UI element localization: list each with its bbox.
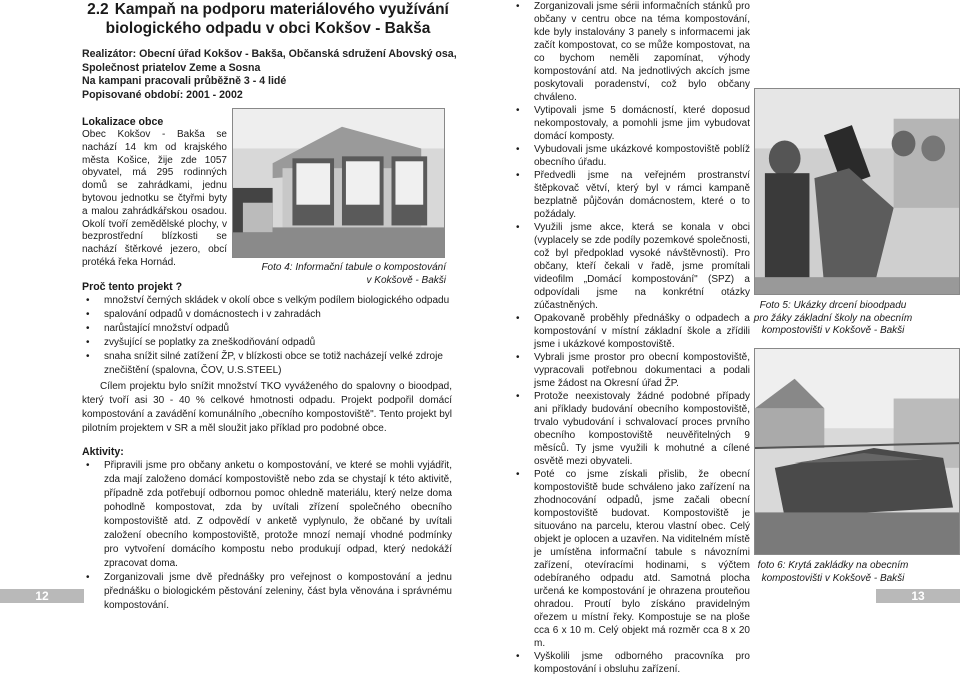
caption-line: pro žáky základní školy na obecním: [753, 312, 913, 324]
list-item: • snaha snížit silné zatížení ŽP, v blízkosti obce se totiž nacházejí velké zdroje znečištění (spalovna, ČOV, U.S.STEEL): [82, 350, 452, 378]
list-item: • Využili jsme akce, která se konala v obci (vyplacely se zde podíly pozemkové společnosti, což byl předpoklad vysoké návštěvnosti). Pro občany, kteří čekali v řadě, jsme promítali videofilm „Domácí kompostování" (SPZ) a odpovídali jsme na konkrétní otázky zúčastněných.: [512, 221, 750, 312]
activities-list: [82, 459, 452, 613]
meta-line: Popisované období: 2001 - 2002: [82, 88, 243, 101]
photo-covered-compost: [754, 348, 960, 555]
page-number-left: 12: [0, 589, 84, 603]
photo6-caption: [752, 560, 914, 585]
caption-line: kompostovišti v Kokšově - Bakši: [761, 325, 905, 336]
list-item: • Předvedli jsme na veřejném prostranství štěpkovač větví, který byl v rámci kampaně bezplatně půjčován domácnostem, které o to požádaly.: [512, 169, 750, 221]
location-heading: Lokalizace obce: [82, 116, 164, 128]
page-number-right: 13: [876, 589, 960, 603]
list-item: • Vybrali jsme prostor pro obecní kompostoviště, vypracovali potřebnou dokumentaci a podali jsme žádost na Okresní úřad ŽP.: [512, 351, 750, 390]
list-item: • Zorganizovali jsme sérii informačních stánků pro občany v centru obce na téma kompostování, kde byly instalovány 3 panely s informacemi jak začít kompostovat, co se může kompostovat, na co bychom neměli zapomínat, výhody kompostování atd. Na jednotlivých akcích jsme poskytovali poradenství, což bylo občany chváleno.: [512, 0, 750, 104]
project-meta: [82, 48, 482, 102]
caption-line: Foto 4: Informační tabule o kompostování: [261, 262, 446, 273]
list-item: • Opakovaně proběhly přednášky o odpadech a kompostování v místní základní škole a zřídili jsme i ukázkové kompostoviště.: [512, 312, 750, 351]
why-list: [82, 294, 452, 378]
meta-line: Na kampani pracovali průběžně 3 - 4 lidé: [82, 75, 287, 88]
list-item: • Poté co jsme získali přislib, že obecní kompostoviště bude schváleno jako zařízení na zhodnocování odpadů, jsme začali obecní kompostoviště budovat. Kompostoviště je situováno na parcelu, kterou vlastní obec. Celý objekt je oplocen a uzavřen. Na viditelném místě je umístěna informační tabule s návozními zařízení, otevíracími hodinami, s výčtem odebíraného odpadu atd. Samotná plocha určená ke kompostování je ohrazena prouteňou ohradou. Proutí bylo získáno pravidelným ořezem u místní řeky. Kompostuje se na ploše cca 6 x 10 m. Celý objekt má rozměr cca 8 x 20 m.: [512, 468, 750, 650]
location-text: Obec Kokšov - Bakša se nachází 14 km od krajského města Košice, žije zde 1057 obyvatel, má 295 rodinných domů se zahrádkami, jednu bytovou jednotku se čtyřmi byty a malou zahrádkářskou osadou. Okolí tvoří zemědělské plochy, v bezprostřední blízkosti se nachází štěrkové jezero, obcí protéká řeka Hornád.: [82, 129, 227, 268]
list-item: • zvyšující se poplatky za zneškodňování odpadů: [82, 336, 452, 350]
list-item: • Vyškolili jsme odborného pracovníka pro kompostování i obsluhu zařízení.: [512, 650, 750, 676]
caption-line: kompostovišti v Kokšově - Bakši: [761, 572, 905, 584]
photo-info-board: [232, 108, 445, 258]
photo5-caption: [752, 300, 914, 338]
list-item: • Vybudovali jsme ukázkové kompostoviště poblíž obecního úřadu.: [512, 143, 750, 169]
chapter-title: [68, 0, 468, 38]
activities-list-continued: [512, 0, 750, 676]
goal-text: Cílem projektu bylo snížit množství TKO vyváženého do spalovny o bioodpad, který tvoří asi 30 - 40 % celkové hmotnosti odpadu. Projekt podpořil domácí kompostování a zavádění komunálního „obecního kompostoviště". Tento projekt byl pilotním projektem v SR a měl sloužit jako příklad pro podobné obce.: [82, 381, 452, 434]
photo-shredding-demo: [754, 88, 960, 295]
list-item: • Připravili jsme pro občany anketu o kompostování, ve které se mohli vyjádřit, zda mají založeno domácí kompostoviště nebo zda se chystají k této aktivitě, případně zda potřebují odbornou pomoc ohledně materiálu, který nelze doma pohodlně kompostovat, zda by uvítali zřízení společného obecního kompostoviště atd. Z odpovědí v anketě vyplynulo, že občané by uvítali založení obecního kompostoviště, protože mnozí nemají vhodné podmínky pro vytvoření domácího kompostu nebo produkují odpad, který nedokáží zpracovat doma.: [82, 459, 452, 571]
caption-line: v Kokšově - Bakši: [366, 274, 446, 286]
list-item: • spalování odpadů v domácnostech i v zahradách: [82, 308, 452, 322]
list-item: • Protože neexistovaly žádné podobné případy ani příklady budování obecního kompostoviště, trvalo vybudování i schvalovací proces prvního obecního kompostoviště neuvěřitelných 9 měsíců. Ty jsme využili k mohutné a cílené osvětě mezi obyvateli.: [512, 390, 750, 468]
photo4-caption: [230, 262, 446, 287]
list-item: • narůstající množství odpadů: [82, 322, 452, 336]
chapter-title-text: Kampaň na podporu materiálového využívání biologického odpadu v obci Kokšov - Bakša: [105, 1, 449, 37]
caption-line: foto 6: Krytá zakládky na obecním: [757, 560, 909, 571]
list-item: • Vytipovali jsme 5 domácností, které doposud nekompostovaly, a pomohli jsme jim vybudovat domácí komposty.: [512, 104, 750, 143]
activities-heading: Aktivity:: [82, 446, 124, 458]
meta-line: Realizátor: Obecní úřad Kokšov - Bakša, Občanská sdružení Abovský osa,: [82, 48, 457, 60]
list-item: • množství černých skládek v okolí obce s velkým podílem biologického odpadu: [82, 294, 452, 308]
meta-line: Společnost priatelov Zeme a Sosna: [82, 61, 261, 74]
list-item: • Zorganizovali jsme dvě přednášky pro veřejnost o kompostování a jednu přednášku o biologickém pěstování zeleniny, část byla věnována i správnému kompostování.: [82, 571, 452, 613]
why-heading: Proč tento projekt ?: [82, 281, 183, 293]
chapter-number: 2.2: [87, 1, 109, 18]
caption-line: Foto 5: Ukázky drcení bioodpadu: [759, 300, 907, 311]
